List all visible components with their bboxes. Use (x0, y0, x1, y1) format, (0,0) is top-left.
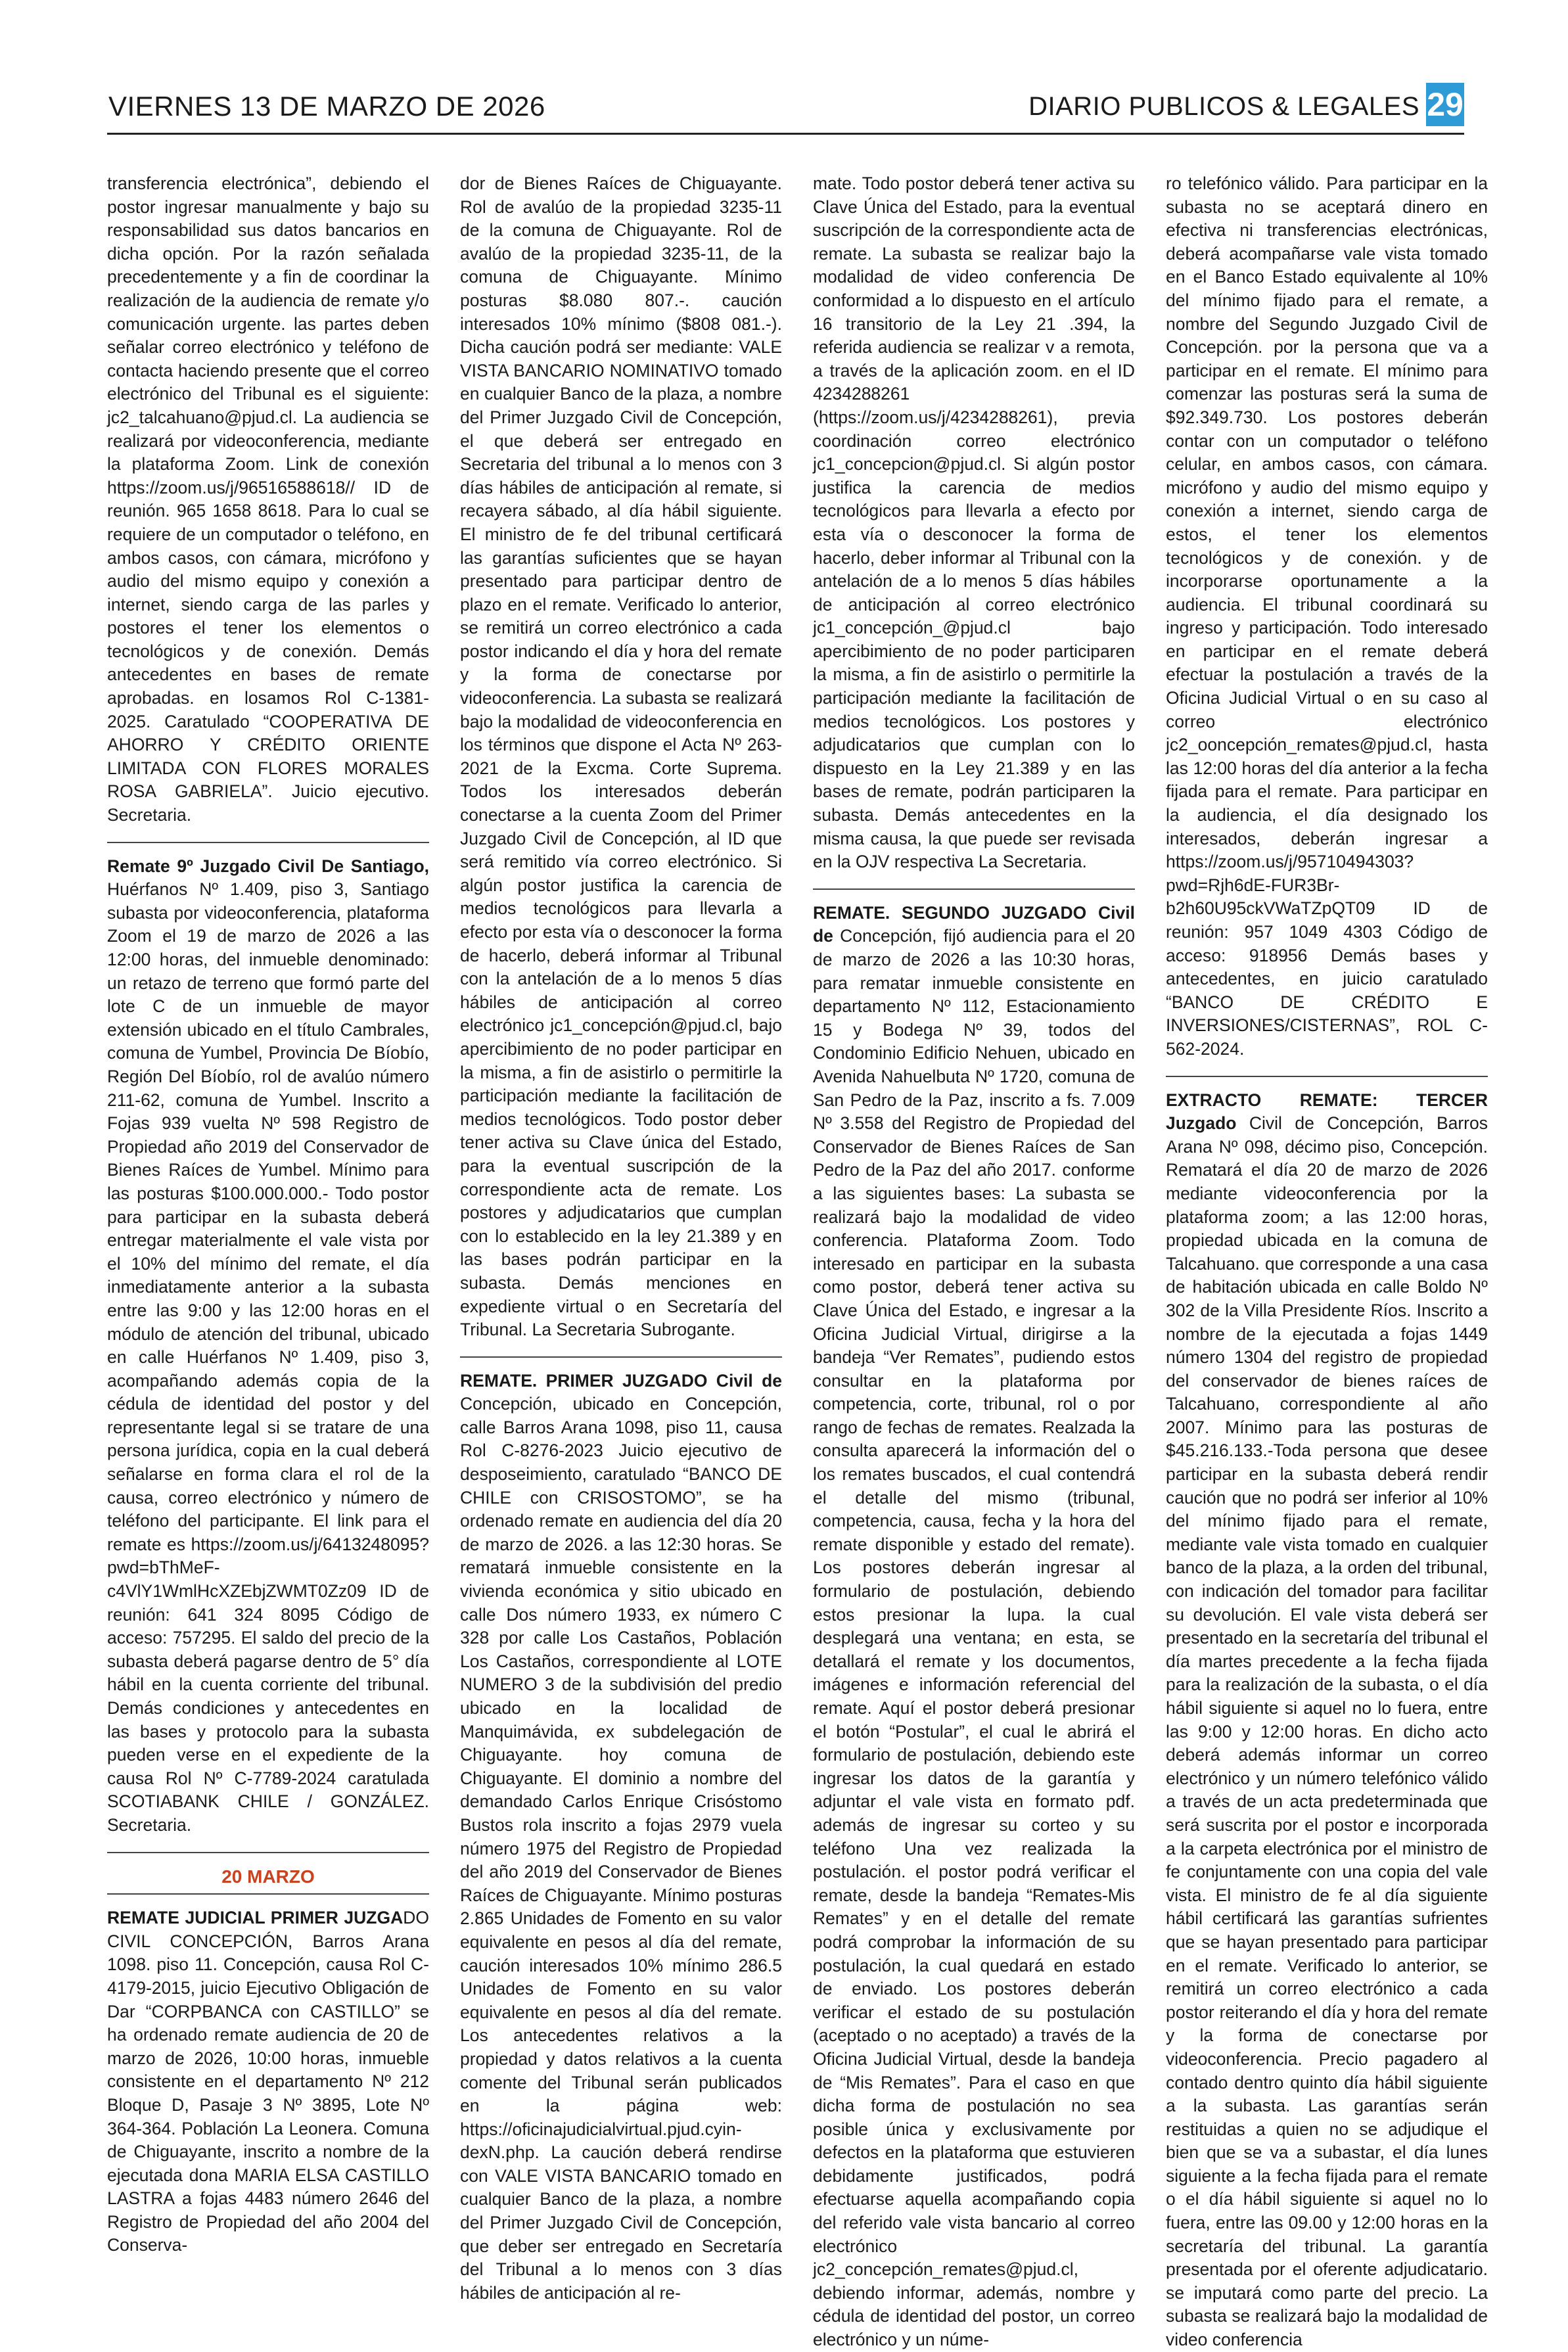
notice-remate-primer-juzgado-concepcion (460, 1370, 782, 2305)
notice-separator (813, 888, 1135, 890)
notice-body: Concepción, fijó audiencia para el 20 de marzo de 2026 a las 10:30 horas, para rematar inmueble consistente en departamento Nº 112, Estacionamiento 15 y Bodega Nº 39, todos del Condominio Edificio Nehuen, ubicado en Avenida Nahuelbuta Nº 1720, comuna de San Pedro de la Paz, inscrito a fs. 7.009 Nº 3.558 del Registro de Propiedad del Conservador de Bienes Raíces de San Pedro de la Paz del año 2017. conforme a las siguientes bases: La subasta se realizará bajo la modalidad de video conferencia. Plataforma Zoom. Todo interesado en participar en la subasta como postor, deberá tener activa su Clave Única del Estado, e ingresar a la Oficina Judicial Virtual, dirigirse a la bandeja “Ver Remates”, pudiendo estos consultar en la plataforma por competencia, corte, tribunal, rol o por rango de fechas de remates. Realzada la consulta aparecerá la información del o los remates buscados, el cual contendrá el detalle del mismo (tribunal, competencia, causa, fecha y la hora del remate disponible y estado del remate). Los postores deberán ingresar al formulario de postulación, debiendo estos presionar la lupa. la cual desplegará una ventana; en esta, se detallará el remate y los documentos, imágenes e información referencial del remate. Aquí el postor deberá presionar el botón “Postular”, el cual le abrirá el formulario de postulación, debiendo este ingresar los datos de la garantía y adjuntar el vale vista en formato pdf. además de ingresar su corteo y su teléfono Una vez realizada la postulación. el postor podrá verificar el remate, desde la bandeja “Remates-Mis Remates” y en el detalle del remate podrá comprobar la información de su postulación, la cual quedará en estado de enviado. Los postores deberán verificar el estado de su postulación (aceptado o no aceptado) a través de la Oficina Judicial Virtual, desde la bandeja de “Mis Remates”. Para el caso en que dicha forma de postulación no sea posible única y exclusivamente por defectos en la plataforma que estuvieren debidamente justificados, podrá efectuarse aquella acompañando copia del referido vale vista bancario al correo electrónico jc2_concepción_remates@pjud.cl, debiendo informar, además, nombre y cédula de identidad del postor, un correo electrónico y un núme- (813, 926, 1135, 2350)
newspaper-title: DIARIO PUBLICOS & LEGALES (1028, 92, 1419, 121)
notice-heading: REMATE. SEGUNDO JUZGADO Civil de (813, 902, 1135, 946)
column-3 (813, 172, 1135, 2350)
date-section-heading: 20 MARZO (221, 1866, 315, 1887)
notice-separator (107, 1852, 429, 1853)
notice-continued: ro telefónico válido. Para participar en la subasta no se aceptará dinero en efectiva ni transferencias electrónicas, deberá acompañarse vale vista tomado en el Banco Estado equivalente al 10% del mínimo fijado para el remate, a nombre del Segundo Juzgado Civil de Concepción. por la persona que va a participar en el remate. El mínimo para comenzar las posturas será la suma de $92.349.730. Los postores deberán contar con un computador o teléfono celular, en ambos casos, con cámara. micrófono y audio del mismo equipo y conexión a internet, siendo carga de estos, el tener los elementos tecnológicos y de conexión. y de incorporarse oportunamente a la audiencia. El tribunal coordinará su ingreso y participación. Todo interesado en participar en el remate deberá efectuar la postulación a través de la Oficina Judicial Virtual o en su caso al correo electrónico jc2_ooncepción_remates@pjud.cl, hasta las 12:00 horas del día anterior a la fecha fijada para el remate. Para participar en la audiencia, el día designado los interesados, deberán ingresar a https://zoom.us/j/95710494303?pwd=Rjh6dE-FUR3Br-b2h60U95ckVWaTZpQT09 ID de reunión: 957 1049 4303 Código de acceso: 918956 Demás bases y antecedentes, en juicio caratulado “BANCO DE CRÉDITO E INVERSIONES/CISTERNAS”, ROL C-562-2024. (1166, 173, 1488, 1059)
page-header (107, 81, 1464, 138)
notice-heading: EXTRACTO REMATE: TERCER Juzgado (1166, 1090, 1488, 1134)
column-4 (1166, 172, 1488, 2350)
notice-heading: REMATE JUDICIAL PRIMER JUZGA (107, 1908, 404, 1928)
column-1 (107, 172, 429, 2288)
notice-body: Civil de Concepción, Barros Arana Nº 098, décimo piso, Concepción. Rematará el día 20 de marzo de 2026 mediante videoconferencia por la plataforma zoom; a las 12:00 horas, propiedad ubicada en la comuna de Talcahuano. que corresponde a una casa de habitación ubicada en calle Boldo Nº 302 de la Villa Presidente Ríos. Inscrito a nombre de la ejecutada a fojas 1449 número 1304 del registro de propiedad del conservador de bienes raíces de Talcahuano, correspondiente al año 2007. Mínimo para las posturas de $45.216.133.-Toda persona que desee participar en la subasta deberá rendir caución que no podrá ser inferior al 10% del mínimo fijado para el remate, mediante vale vista tomado en cualquier banco de la plaza, a la orden del tribunal, con indicación del tomador para facilitar su devolución. El vale vista deberá ser presentado en la secretaría del tribunal el día martes precedente a la fecha fijada para la realización de la subasta, o el día hábil siguiente si aquel no lo fuera, entre las 9:00 y 12:00 horas. En dicho acto deberá además informar un correo electrónico y un número telefónico válido a través de un acta predeterminada que será suscrita por el postor e incorporada a la carpeta electrónica por el ministro de fe conjuntamente con una copia del vale vista. El ministro de fe al día siguiente hábil certificará las garantías sufrientes que se hayan presentado para participar en el remate. Verificado lo anterior, se remitirá un correo electrónico a cada postor reiterando el día y hora del remate y la forma de conectarse por videoconferencia. Precio pagadero al contado dentro quinto día hábil siguiente a la subasta. Las garantías serán restituidas a quien no se adjudique el bien que se va a subastar, el día lunes siguiente a la fecha fijada para el remate o el día hábil siguiente si aquel no lo fuera, entre las 09.00 y 12:00 horas en la secretaría del tribunal. La garantía presentada por el oferente adjudicatario. se imputará como parte del precio. La subasta se realizará bajo la modalidad de video conferencia (1166, 1113, 1488, 2350)
notice-remate-judicial-primer-juzgado (107, 1906, 429, 2257)
notice-separator (107, 842, 429, 843)
notice-body: Concepción, ubicado en Concepción, calle Barros Arana 1098, piso 11, causa Rol C-8276-2023 Juicio ejecutivo de desposeimiento, caratulado “BANCO DE CHILE con CRISOSTOMO”, se ha ordenado remate en audiencia del día 20 de marzo de 2026. a las 12:30 horas. Se rematará inmueble consistente en la vivienda económica y sitio ubicado en calle Dos número 1933, ex número C 328 por calle Los Castaños, Población Los Castaños, correspondiente al LOTE NUMERO 3 de la subdivisión del predio ubicado en la localidad de Manquimávida, ex subdelegación de Chiguayante. hoy comuna de Chiguayante. El dominio a nombre del demandado Carlos Enrique Crisóstomo Bustos rola inscrito a fojas 2979 vuela número 1975 del Registro de Propiedad del año 2019 del Conservador de Bienes Raíces de Chiguayante. Mínimo posturas 2.865 Unidades de Fomento en su valor equivalente en pesos al día del remate, caución interesados 10% mínimo 286.5 Unidades de Fomento en su valor equivalente en pesos al día del remate. Los antecedentes relativos a la propiedad y datos relativos a la cuenta comente del Tribunal serán publicados en la página web: https://oficinajudicialvirtual.pjud.cyin-dexN.php. La caución deberá rendirse con VALE VISTA BANCARIO tomado en cualquier Banco de la plaza, a nombre del Primer Juzgado Civil de Concepción, que deber ser entregado en Secretaría del Tribunal a lo menos con 3 días hábiles de anticipación al re- (460, 1394, 782, 2303)
page-number: 29 (1426, 83, 1464, 126)
notice-heading: Remate 9º Juzgado Civil De Santiago, (107, 856, 429, 876)
notice-remate-segundo-juzgado (813, 902, 1135, 2352)
column-2 (460, 172, 782, 2303)
notice-separator (460, 1356, 782, 1358)
notice-remate-9-juzgado-santiago (107, 855, 429, 1837)
header-rule (107, 133, 1464, 135)
notice-body: DO CIVIL CONCEPCIÓN, Barros Arana 1098. piso 11. Concepción, causa Rol C-4179-2015, juicio Ejecutivo Obligación de Dar “CORPBANCA con CASTILLO” se ha ordenado remate audiencia de 20 de marzo de 2026, 10:00 horas, inmueble consistente en el departamento Nº 212 Bloque D, Pasaje 3 Nº 3895, Lote Nº 364-364. Población La Leonera. Comuna de Chiguayante, inscrito a nombre de la ejecutada dona MARIA ELSA CASTILLO LASTRA a fojas 4483 número 2646 del Registro de Propiedad del año 2004 del Conserva- (107, 1908, 429, 2255)
notice-continued: mate. Todo postor deberá tener activa su Clave Única del Estado, para la eventual suscripción de la correspondiente acta de remate. La subasta se realizar bajo la modalidad de video conferencia De conformidad a lo dispuesto en el artículo 16 transitorio de la Ley 21 .394, la referida audiencia se realizar v a remota, a través de la aplicación zoom. en el ID 4234288261 (https://zoom.us/j/4234288261), previa coordinación correo electrónico jc1_concepcion@pjud.cl. Si algún postor justifica la carencia de medios tecnológicos para llevarla a efecto por esta vía o desconocer la forma de hacerlo, deber informar al Tribunal con la antelación de a lo menos 5 días hábiles de anticipación al correo electrónico jc1_concepción_@pjud.cl bajo apercibimiento de no poder participaren la misma, a fin de asistirlo o permitirle la participación mediante la facilitación de medios tecnológicos. Los postores y adjudicatarios que cumplan con lo dispuesto en la Ley 21.389 y en las bases de remate, podrán participaren la subasta. Demás antecedentes en la misma causa, la que puede ser revisada en la OJV respectiva La Secretaria. (813, 173, 1135, 872)
notice-continued: dor de Bienes Raíces de Chiguayante. Rol de avalúo de la propiedad 3235-11 de la comuna de Chiguayante. Rol de avalúo de la propiedad 3235-11, de la comuna de Chiguayante. Mínimo posturas $8.080 807.-. caución interesados 10% mínimo ($808 081.-). Dicha caución podrá ser mediante: VALE VISTA BANCARIO NOMINATIVO tomado en cualquier Banco de la plaza, a nombre del Primer Juzgado Civil de Concepción, el que deberá ser entregado en Secretaria del tribunal a lo menos con 3 días hábiles de anticipación al remate, si recayera sábado, al día hábil siguiente. El ministro de fe del tribunal certificará las garantías suficientes que se hayan presentado para participar dentro de plazo en el remate. Verificado lo anterior, se remitirá un correo electrónico a cada postor indicando el día y hora del remate y la forma de conectarse por videoconferencia. La subasta se realizará bajo la modalidad de videoconferencia en los términos que dispone el Acta Nº 263-2021 de la Excma. Corte Suprema. Todos los interesados deberán conectarse a la cuenta Zoom del Primer Juzgado Civil de Concepción, al ID que será remitido vía correo electrónico. Si algún postor justifica la carencia de medios tecnológicos para llevarla a efecto por esta vía o desconocer la forma de hacerlo, deberá informar al Tribunal con la antelación de a lo menos 5 días hábiles de anticipación al correo electrónico jc1_concepción@pjud.cl, bajo apercibimiento de no poder participar en la misma, a fin de asistirlo o permitirle la participación mediante la facilitación de medios tecnológicos. Todo postor deber tener activa su Clave única del Estado, para la eventual suscripción de la correspondiente acta de remate. Los postores y adjudicatarios que cumplan con lo establecido en la ley 21.389 y en las bases podrán participar en la subasta. Demás menciones en expediente virtual o en Secretaría del Tribunal. La Secretaria Subrogante. (460, 173, 782, 1340)
notice-extracto-remate-tercer-juzgado (1166, 1089, 1488, 2352)
notice-heading: REMATE. PRIMER JUZGADO Civil de (460, 1370, 782, 1391)
notice-separator (107, 1893, 429, 1895)
notice-separator (1166, 1076, 1488, 1077)
notice-continued: transferencia electrónica”, debiendo el postor ingresar manualmente y bajo su responsabilidad sus datos bancarios en dicha opción. Por la razón señalada precedentemente y a fin de coordinar la realización de la audiencia de remate y/o comunicación urgente. las partes deben señalar correo electrónico y teléfono de contacta haciendo presente que el correo electrónico del Tribunal es el siguiente: jc2_talcahuano@pjud.cl. La audiencia se realizará por videoconferencia, mediante la plataforma Zoom. Link de conexión https://zoom.us/j/96516588618// ID de reunión. 965 1658 8618. Para lo cual se requiere de un computador o teléfono, en ambos casos, con cámara, micrófono y audio del mismo equipo y conexión a internet, siendo carga de las parles y postores el tener los elementos o tecnológicos y de conexión. Demás antecedentes en bases de remate aprobadas. en losamos Rol C-1381-2025. Caratulado “COOPERATIVA DE AHORRO Y CRÉDITO ORIENTE LIMITADA CON FLORES MORALES ROSA GABRIELA”. Juicio ejecutivo. Secretaria. (107, 173, 429, 825)
notice-body: Huérfanos Nº 1.409, piso 3, Santiago subasta por videoconferencia, plataforma Zoom el 19 de marzo de 2026 a las 12:00 horas, del inmueble denominado: un retazo de terreno que formó parte del lote C de un inmueble de mayor extensión ubicado en el título Cambrales, comuna de Yumbel, Provincia De Bíobío, Región Del Bíobío, rol de avalúo número 211-62, comuna de Yumbel. Inscrito a Fojas 939 vuelta Nº 598 Registro de Propiedad año 2019 del Conservador de Bienes Raíces de Yumbel. Mínimo para las posturas $100.000.000.- Todo postor para participar en la subasta deberá entregar materialmente el vale vista por el 10% del mínimo del remate, el día inmediatamente anterior a la subasta entre las 9:00 y las 12:00 horas en el módulo de atención del tribunal, ubicado en calle Huérfanos Nº 1.409, piso 3, acompañando además copia de la cédula de identidad del postor y del representante legal si se tratare de una persona jurídica, copia en la cual deberá señalarse en forma clara el rol de la causa, correo electrónico y número de teléfono del participante. El link para el remate es https://zoom.us/j/6413248095?pwd=bThMeF-c4VlY1WmlHcXZEbjZWMT0Zz09 ID de reunión: 641 324 8095 Código de acceso: 757295. El saldo del precio de la subasta deberá pagarse dentro de 5° día hábil en la cuenta corriente del tribunal. Demás condiciones y antecedentes en las bases y protocolo para la subasta pueden verse en el expediente de la causa Rol Nº C-7789-2024 caratulada SCOTIABANK CHILE / GONZÁLEZ. Secretaria. (107, 879, 429, 1835)
issue-date: VIERNES 13 DE MARZO DE 2026 (108, 91, 545, 122)
